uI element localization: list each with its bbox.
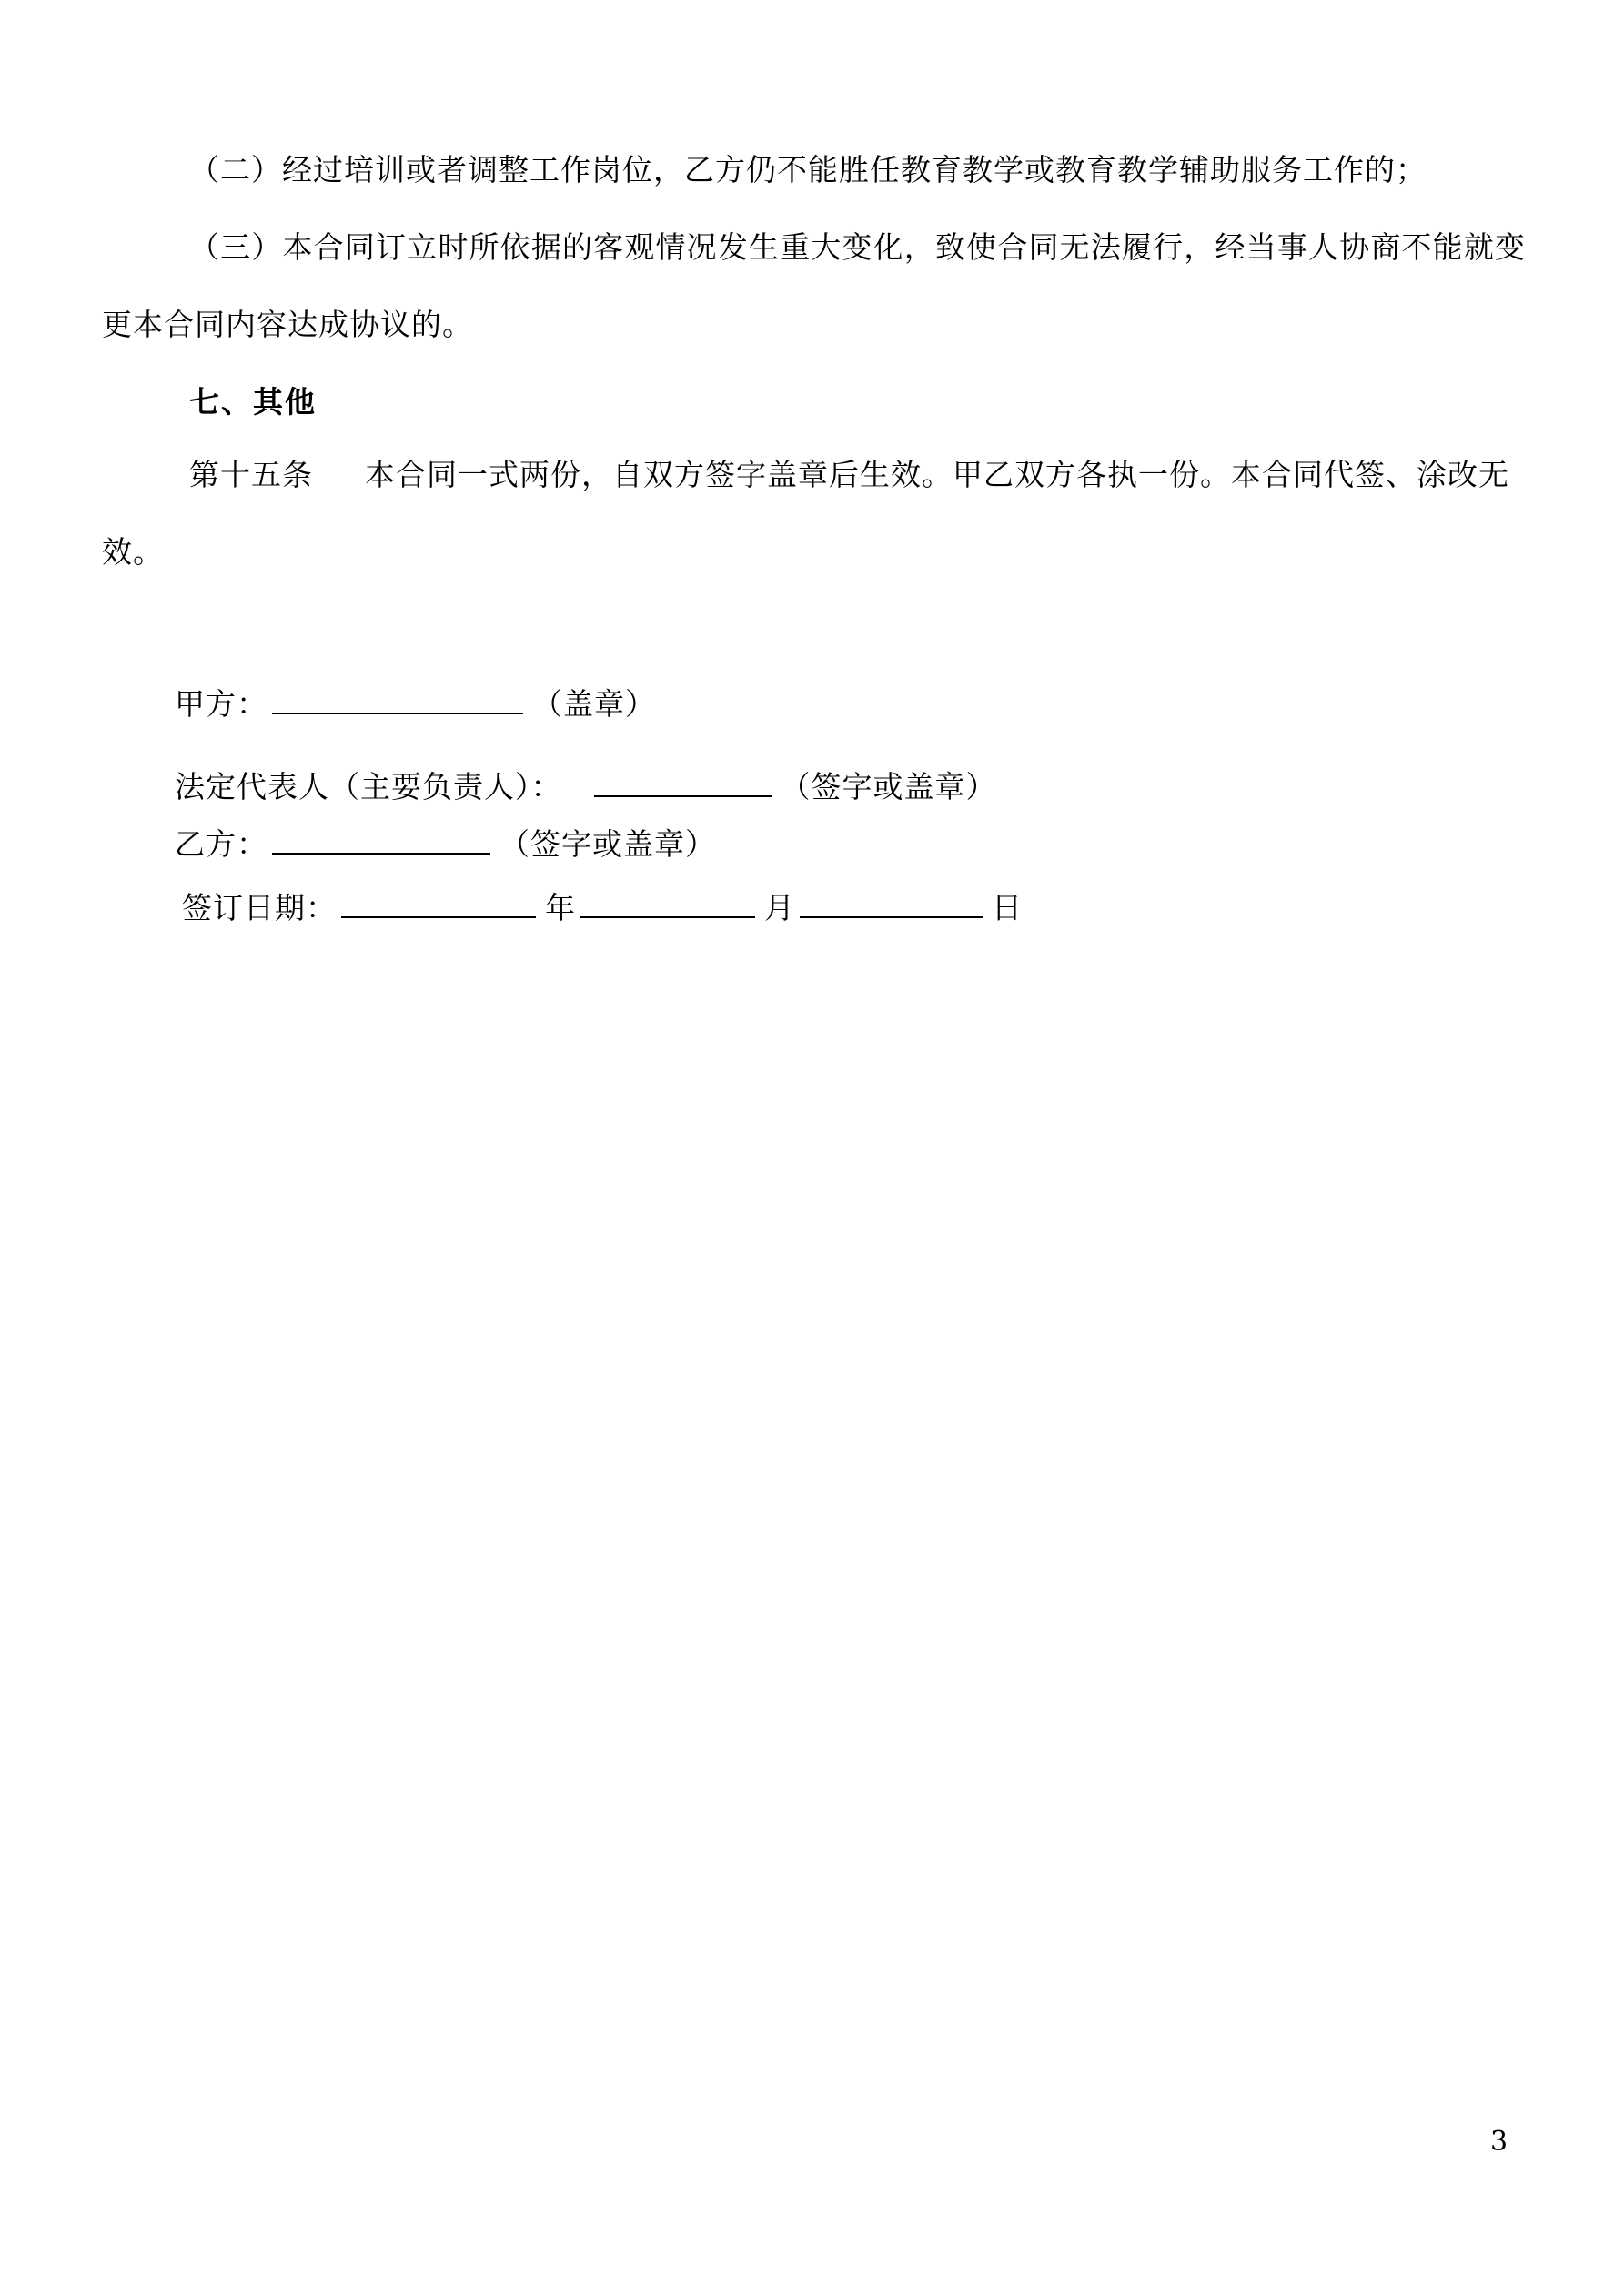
signing-date-line [182, 886, 1023, 928]
signing-date-day-fill-line [800, 886, 983, 918]
signing-date-day-label: 日 [992, 890, 1023, 925]
party-a-fill-line [272, 683, 523, 714]
article-15-paragraph [102, 436, 1526, 591]
legal-representative-seal-note: （签字或盖章） [780, 769, 997, 804]
signing-date-label: 签订日期： [182, 890, 337, 925]
legal-representative-label: 法定代表人（主要负责人）： [175, 769, 562, 804]
legal-representative-fill-line [594, 765, 772, 797]
signing-date-year-fill-line [341, 886, 536, 918]
party-a-label: 甲方： [175, 686, 267, 722]
signing-date-year-label: 年 [545, 890, 576, 925]
party-b-label: 乙方： [175, 826, 267, 862]
article-15-label: 第十五条 [189, 457, 313, 492]
clause-item-2: （二）经过培训或者调整工作岗位，乙方仍不能胜任教育教学或教育教学辅助服务工作的； [189, 152, 1427, 187]
signing-date-month-label: 月 [764, 890, 795, 925]
legal-representative-signature-line [175, 765, 997, 807]
clause-item-3: （三）本合同订立时所依据的客观情况发生重大变化，致使合同无法履行，经当事人协商不能就变更本合同内容达成协议的。 [102, 229, 1526, 342]
party-a-seal-note: （盖章） [532, 686, 656, 722]
party-b-fill-line [272, 823, 490, 855]
party-a-signature-line [175, 683, 656, 724]
page-number: 3 [1490, 2126, 1508, 2158]
section-heading: 七、其他 [189, 384, 317, 420]
party-b-seal-note: （签字或盖章） [499, 826, 716, 862]
article-15-text: 本合同一式两份，自双方签字盖章后生效。甲乙双方各执一份。本合同代签、涂改无效。 [102, 457, 1509, 570]
signing-date-month-fill-line [580, 886, 755, 918]
party-b-signature-line [175, 823, 716, 865]
